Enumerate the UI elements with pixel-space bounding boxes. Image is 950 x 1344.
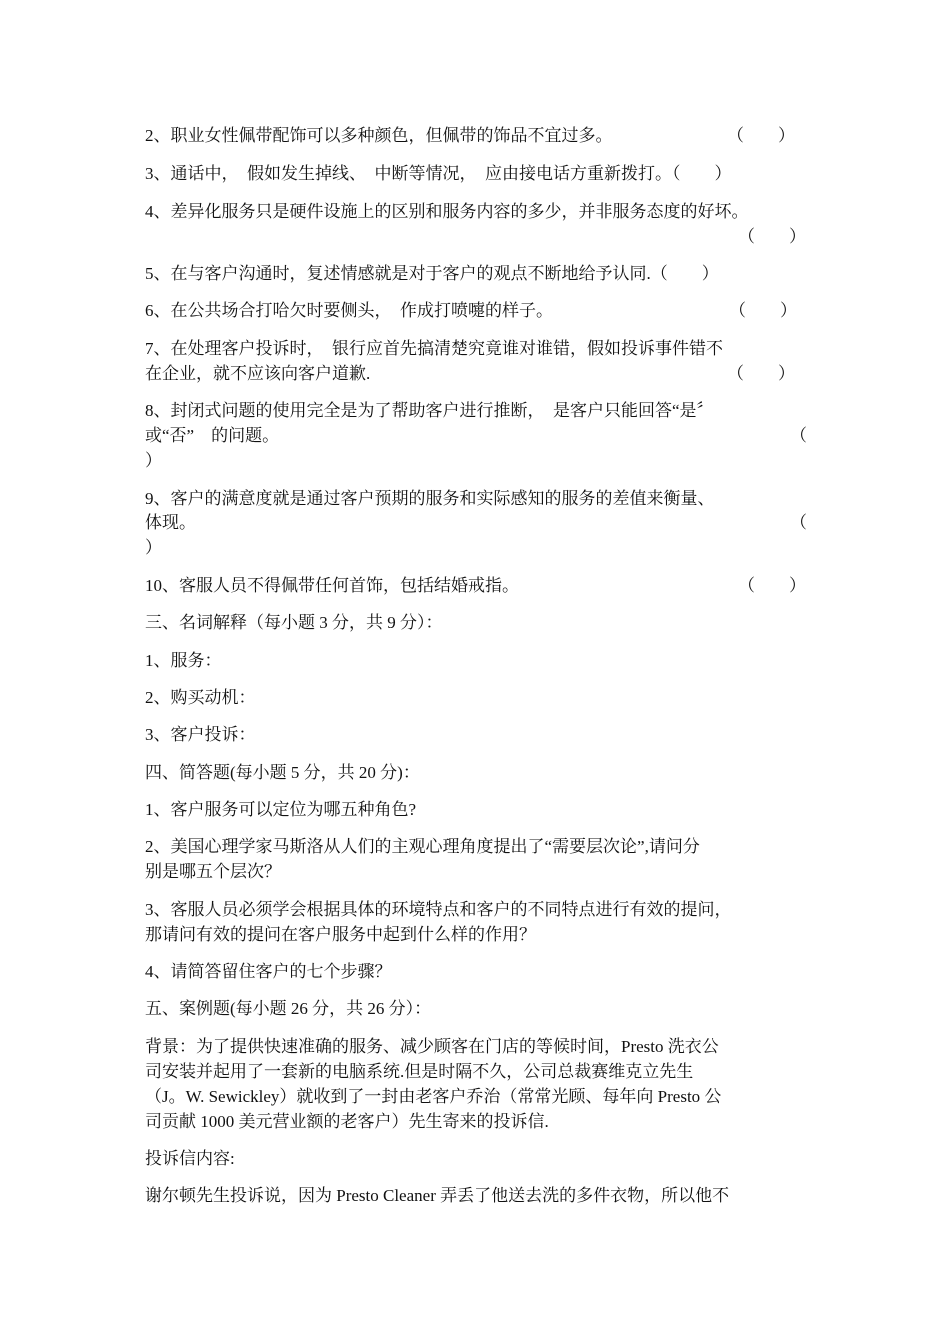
term-item-3: 3、客户投诉： (145, 725, 256, 744)
short-q2-line2: 别是哪五个层次？ (145, 862, 281, 881)
case-background-line3: （J。W. Sewickley）就收到了一封由老客户乔治（常常光顾、每年向 Presto 公 (145, 1087, 722, 1106)
judge-q7-line2: 在企业，就不应该向客户道歉. (145, 364, 371, 383)
judge-q10: 10、客服人员不得佩带任何首饰，包括结婚戒指。 (145, 576, 519, 595)
answer-paren-q4[interactable]: （ ） (738, 227, 806, 246)
judge-q8-line2: 或“否” 的问题。 (145, 426, 280, 445)
short-q4: 4、请简答留住客户的七个步骤？ (145, 962, 392, 981)
judge-q7-line1: 7、在处理客户投诉时， 银行应首先搞清楚究竟谁对谁错，假如投诉事件错不 (145, 339, 723, 358)
judge-q8-line1: 8、封闭式问题的使用完全是为了帮助客户进行推断， 是客户只能回答“是〞 (145, 401, 714, 420)
short-q3-line1: 3、客服人员必须学会根据具体的环境特点和客户的不同特点进行有效的提问， (145, 900, 732, 919)
complaint-letter-line1: 谢尔顿先生投诉说，因为 Presto Cleaner 弄丢了他送去洗的多件衣物，所以他不 (145, 1186, 730, 1205)
short-q3-line2: 那请问有效的提问在客户服务中起到什么样的作用？ (145, 925, 536, 944)
section3-heading: 三、名词解释（每小题 3 分，共 9 分）： (145, 613, 443, 632)
judge-q3: 3、通话中， 假如发生掉线、 中断等情况， 应由接电话方重新拨打。（ ） (145, 164, 732, 183)
answer-paren-q6[interactable]: （ ） (729, 301, 797, 320)
answer-paren-q7[interactable]: （ ） (727, 364, 795, 383)
complaint-letter-label: 投诉信内容: (145, 1149, 235, 1168)
answer-paren-open-q9[interactable]: （ (790, 513, 807, 532)
case-background-line2: 司安装并起用了一套新的电脑系统.但是时隔不久，公司总裁赛维克立先生 (145, 1062, 694, 1081)
judge-q4: 4、差异化服务只是硬件设施上的区别和服务内容的多少，并非服务态度的好坏。 (145, 202, 749, 221)
answer-paren-q2[interactable]: （ ） (727, 126, 795, 145)
judge-q2: 2、职业女性佩带配饰可以多种颜色，但佩带的饰品不宜过多。 (145, 126, 613, 145)
answer-paren-close-q9: ） (145, 538, 162, 557)
case-background-line4: 司贡献 1000 美元营业额的老客户）先生寄来的投诉信. (145, 1112, 549, 1131)
judge-q9-line1: 9、客户的满意度就是通过客户预期的服务和实际感知的服务的差值来衡量、 (145, 489, 715, 508)
case-background-line1: 背景：为了提供快速准确的服务、减少顾客在门店的等候时间，Presto 洗衣公 (145, 1037, 719, 1056)
section5-heading: 五、案例题(每小题 26 分，共 26 分）： (145, 999, 432, 1018)
judge-q9-line2: 体现。 (145, 513, 196, 532)
judge-q6: 6、在公共场合打哈欠时要侧头， 作成打喷嚏的样子。 (145, 301, 553, 320)
term-item-2: 2、购买动机： (145, 688, 256, 707)
short-q1: 1、客户服务可以定位为哪五种角色? (145, 800, 417, 819)
answer-paren-close-q8: ） (145, 451, 162, 470)
judge-q5: 5、在与客户沟通时，复述情感就是对于客户的观点不断地给予认同.（ ） (145, 264, 719, 283)
answer-paren-open-q8[interactable]: （ (790, 426, 807, 445)
short-q2-line1: 2、美国心理学家马斯洛从人们的主观心理角度提出了“需要层次论”,请问分 (145, 837, 700, 856)
section4-heading: 四、简答题(每小题 5 分，共 20 分)： (145, 763, 420, 782)
answer-paren-q10[interactable]: （ ） (738, 576, 806, 595)
term-item-1: 1、服务： (145, 651, 222, 670)
